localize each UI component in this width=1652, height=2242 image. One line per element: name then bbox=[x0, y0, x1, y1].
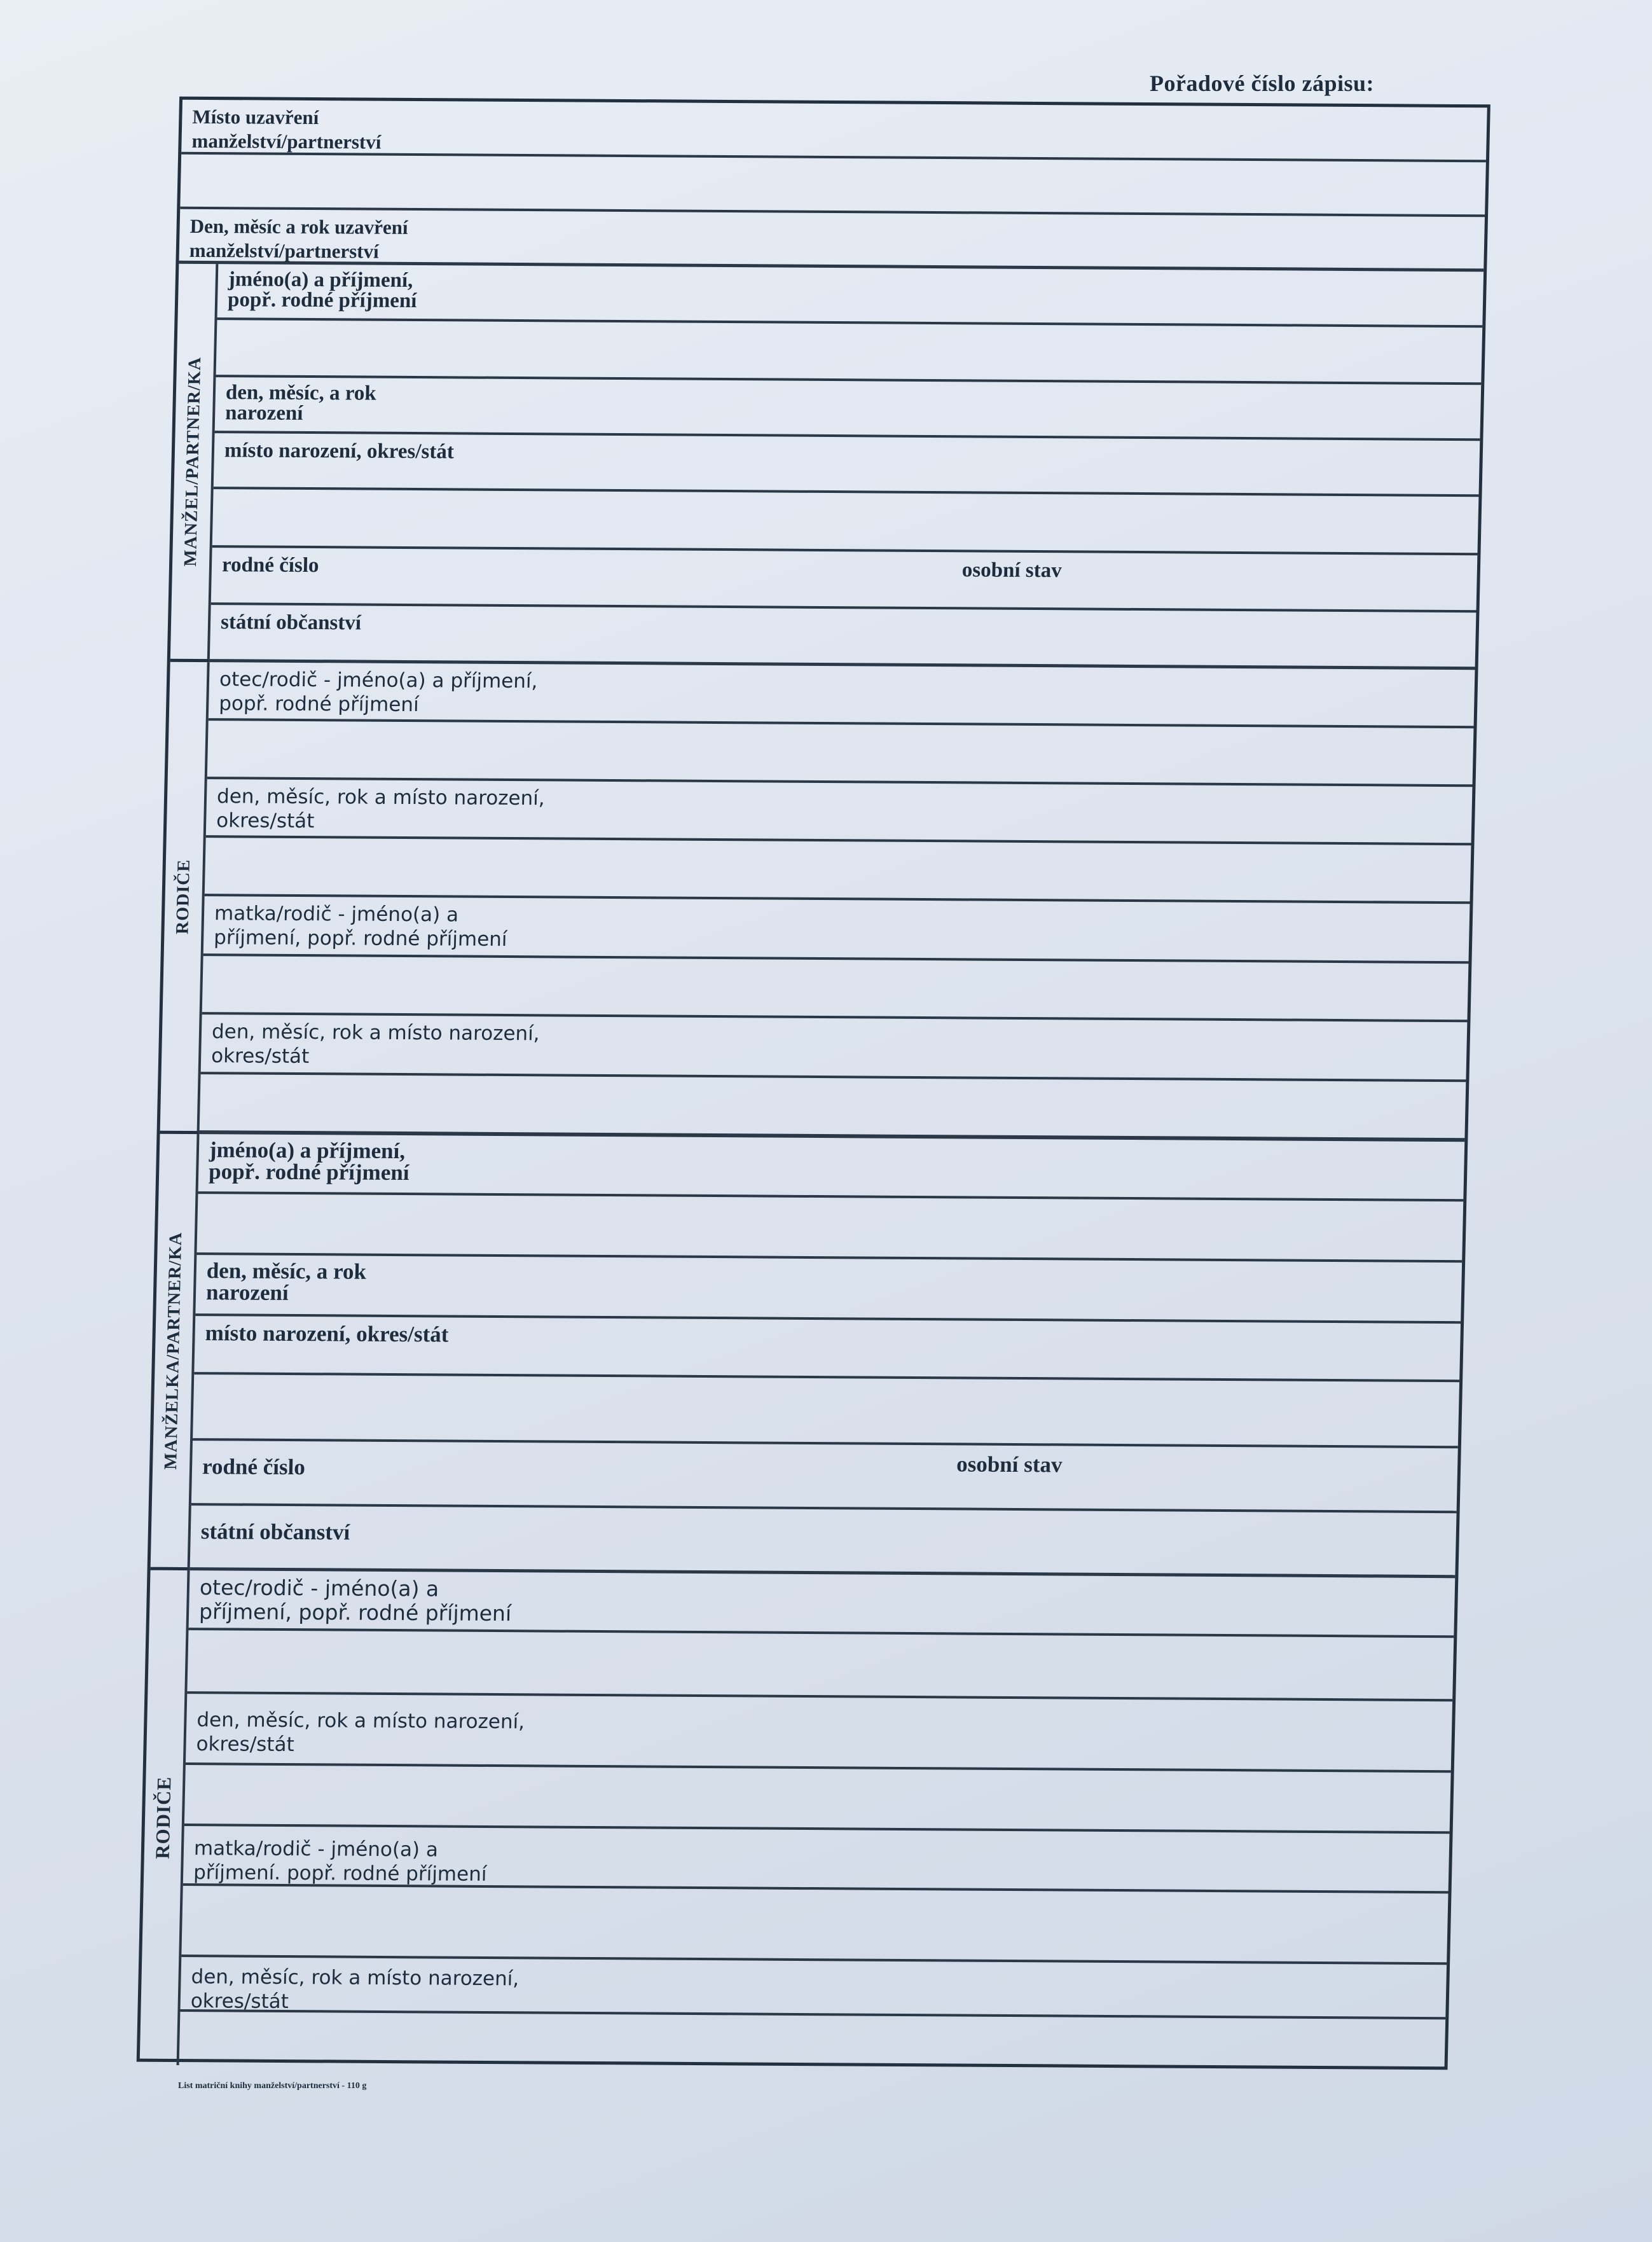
spouse2-birth-date-label: den, měsíc, a rok narození bbox=[205, 1258, 367, 1305]
spouse1-citizenship-label: státní občanství bbox=[220, 611, 362, 635]
spouse1-birth-number-label: rodné číslo bbox=[221, 553, 319, 578]
spouse1-name-row bbox=[217, 264, 1483, 328]
spouse2-birth-number-row[interactable] bbox=[191, 1441, 1458, 1513]
spouse1-birth-number-row[interactable] bbox=[211, 548, 1478, 612]
parents1-mother-row bbox=[203, 896, 1470, 964]
parents2-father-row bbox=[189, 1570, 1456, 1638]
marriage-place-field[interactable] bbox=[180, 155, 1486, 218]
parents2-side-label: RODIČE bbox=[151, 1776, 176, 1859]
spouse2-citizenship-label: státní občanství bbox=[200, 1519, 350, 1545]
marriage-date-row[interactable] bbox=[179, 209, 1485, 272]
spouse2-birth-number-label: rodné číslo bbox=[202, 1454, 306, 1480]
spouse2-name-row bbox=[198, 1134, 1464, 1201]
parents2-mother-field[interactable] bbox=[181, 1886, 1448, 1965]
footer-note: List matriční knihy manželství/partnerství - 110 g bbox=[178, 2081, 367, 2091]
spouse1-birth-place-row bbox=[214, 433, 1480, 497]
parents2-father-birth-row bbox=[186, 1694, 1452, 1773]
marriage-date-label: Den, měsíc a rok uzavření manželství/partnerství bbox=[189, 214, 408, 263]
registry-form bbox=[137, 97, 1490, 2070]
parents2-mother-row bbox=[183, 1826, 1450, 1893]
spouse2-birth-place-label: místo narození, okres/stát bbox=[205, 1320, 449, 1347]
parents1-father-birth-field[interactable] bbox=[205, 838, 1471, 904]
spouse1-name-label: jméno(a) a příjmení, popř. rodné příjmení bbox=[227, 268, 417, 313]
parents2-father-birth-label: den, měsíc, rok a místo narození, okres/stát bbox=[196, 1708, 525, 1757]
order-number-label: Pořadové číslo zápisu: bbox=[1150, 71, 1374, 96]
parents1-mother-birth-field[interactable] bbox=[200, 1074, 1466, 1142]
spouse1-birth-date-label: den, měsíc, a rok narození bbox=[224, 381, 377, 425]
spouse2-name-label: jméno(a) a příjmení, popř. rodné příjmení bbox=[208, 1137, 410, 1186]
spouse2-birth-place-row bbox=[194, 1316, 1461, 1382]
parents1-father-birth-row bbox=[206, 779, 1473, 845]
spouse2-citizenship-row[interactable] bbox=[190, 1505, 1457, 1578]
parents1-father-row bbox=[209, 662, 1475, 728]
parents1-mother-birth-row bbox=[201, 1014, 1468, 1082]
marriage-place-row bbox=[181, 100, 1487, 163]
spouse2-section bbox=[190, 1134, 1465, 1578]
spouse2-birth-place-field[interactable] bbox=[193, 1374, 1459, 1448]
spouse1-name-field[interactable] bbox=[216, 320, 1482, 385]
parents1-mother-field[interactable] bbox=[202, 956, 1469, 1022]
spouse1-birth-place-field[interactable] bbox=[212, 489, 1479, 555]
parents1-father-field[interactable] bbox=[207, 721, 1474, 787]
parents2-mother-birth-label: den, měsíc, rok a místo narození, okres/stát bbox=[190, 1965, 520, 2014]
spouse1-section bbox=[210, 264, 1483, 670]
parents2-mother-birth-field[interactable] bbox=[179, 2012, 1446, 2073]
spouse1-side-label: MANŽEL/PARTNER/KA bbox=[181, 356, 205, 567]
parents1-father-birth-label: den, měsíc, rok a místo narození, okres/stát bbox=[216, 785, 546, 833]
marriage-place-label: Místo uzavření manželství/partnerství bbox=[191, 105, 382, 153]
spouse1-marital-status-label: osobní stav bbox=[961, 558, 1063, 583]
parents2-father-field[interactable] bbox=[187, 1630, 1454, 1701]
parents1-father-label: otec/rodič - jméno(a) a příjmení, popř. rodné příjmení bbox=[218, 668, 538, 717]
spouse2-name-field[interactable] bbox=[196, 1194, 1463, 1263]
parents1-side-label: RODIČE bbox=[172, 859, 194, 934]
parents2-father-birth-field[interactable] bbox=[184, 1765, 1451, 1834]
parents1-mother-label: matka/rodič - jméno(a) a příjmení, popř. rodné příjmení bbox=[213, 902, 507, 951]
parents1-mother-birth-label: den, měsíc, rok a místo narození, okres/stát bbox=[210, 1020, 540, 1069]
parents2-mother-label: matka/rodič - jméno(a) a příjmení. popř. rodné příjmení bbox=[193, 1837, 487, 1886]
parents1-section bbox=[200, 662, 1475, 1142]
spouse1-birth-date-row[interactable] bbox=[215, 377, 1482, 441]
spouse2-birth-date-row[interactable] bbox=[195, 1255, 1462, 1324]
spouse1-citizenship-row[interactable] bbox=[210, 605, 1476, 670]
parents2-mother-birth-row bbox=[180, 1957, 1447, 2019]
spouse1-birth-place-label: místo narození, okres/stát bbox=[224, 439, 455, 464]
spouse2-marital-status-label: osobní stav bbox=[956, 1451, 1063, 1477]
parents2-father-label: otec/rodič - jméno(a) a příjmení, popř. rodné příjmení bbox=[198, 1575, 512, 1626]
parents2-section bbox=[179, 1570, 1456, 2073]
spouse2-side-label: MANŽELKA/PARTNER/KA bbox=[161, 1231, 186, 1470]
